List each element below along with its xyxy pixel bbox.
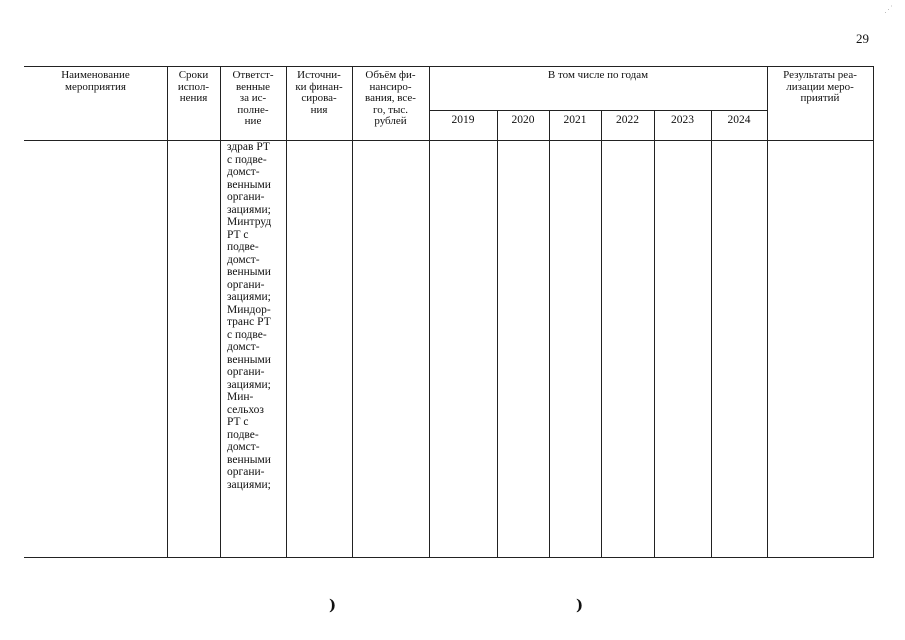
year-2019: 2019: [451, 114, 475, 126]
table-grid-lines: [24, 66, 874, 558]
year-2024: 2024: [727, 114, 751, 126]
header-results: Результаты реа- лизации меро- приятий: [783, 69, 857, 104]
header-volume: Объём фи- нансиро- вания, все- го, тыс. рублей: [365, 69, 416, 127]
header-name: Наименование мероприятия: [61, 69, 130, 93]
scan-mark-right: ): [576, 596, 584, 614]
scan-corner-mark: ⋰: [884, 4, 893, 14]
page-number: 29: [856, 31, 869, 46]
table: [24, 66, 874, 558]
year-2023: 2023: [671, 114, 694, 126]
header-by-years: В том числе по годам: [547, 69, 649, 81]
responsible-cell-text: здрав РТ с подве- домст- венными органи- зациями; Минтруд РТ с подве- домст- венными органи- зациями; Миндор- транс РТ с подве- домст- венными органи- зациями; Мин- сельхоз РТ с подве- домст- венными органи- зациями;: [227, 141, 272, 491]
year-2021: 2021: [563, 114, 587, 126]
header-terms: Сроки испол- нения: [177, 69, 210, 104]
scan-mark-left: ): [329, 596, 337, 614]
year-2020: 2020: [511, 114, 535, 126]
year-2022: 2022: [616, 114, 639, 126]
header-responsible: Ответст- венные за ис- полне- ние: [232, 69, 274, 127]
header-sources: Источни- ки финан- сирова- ния: [295, 69, 343, 116]
